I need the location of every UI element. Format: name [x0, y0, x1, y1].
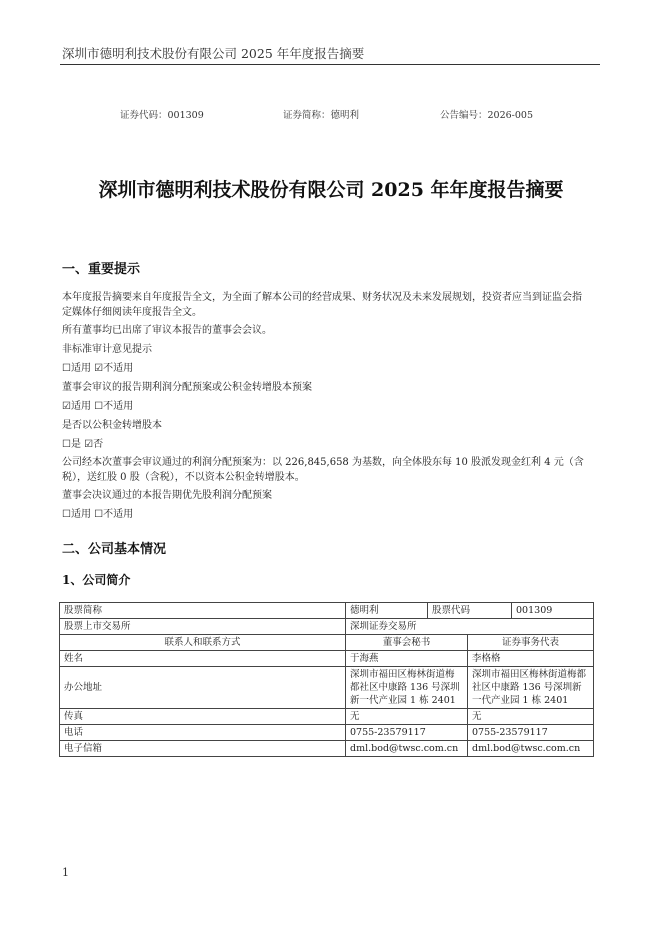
representative-phone: 0755-23579117 [468, 725, 594, 741]
intro-paragraph [62, 290, 596, 320]
preferred-dividend-options: ☐适用 ☐不适用 [62, 509, 134, 520]
preferred-dividend-label: 董事会决议通过的本报告期优先股利润分配预案 [62, 490, 272, 501]
exchange-label: 股票上市交易所 [60, 619, 346, 635]
running-header: 深圳市德明利技术股份有限公司 2025 年年度报告摘要 [62, 46, 365, 61]
representative-address: 深圳市福田区梅林街道梅都社区中康路 136 号深圳新一代产业园 1 栋 2401 [468, 667, 594, 709]
table-row [60, 741, 594, 757]
secretary-header: 董事会秘书 [346, 635, 468, 651]
document-title: 深圳市德明利技术股份有限公司 2025 年年度报告摘要 [98, 179, 564, 201]
intro-line-2: 定媒体仔细阅读年度报告全文。 [62, 307, 202, 318]
capital-reserve-options: ☐是 ☑否 [62, 439, 104, 450]
representative-fax: 无 [468, 709, 594, 725]
capital-reserve-label: 是否以公积金转增股本 [62, 420, 162, 431]
stock-abbr-label: 股票简称 [60, 603, 346, 619]
fax-label: 传真 [60, 709, 346, 725]
audit-opinion-label: 非标准审计意见提示 [62, 344, 152, 355]
profit-distribution-options: ☑适用 ☐不适用 [62, 401, 134, 412]
email-label: 电子信箱 [60, 741, 346, 757]
secretary-phone: 0755-23579117 [346, 725, 468, 741]
announcement-number: 公告编号：2026-005 [440, 110, 534, 121]
subsection-heading-company-profile: 1、公司简介 [62, 573, 131, 587]
secretary-name: 于海燕 [346, 651, 468, 667]
stock-abbreviation: 证券简称：德明利 [283, 110, 360, 121]
dividend-line-1: 公司经本次董事会审议通过的利润分配预案为：以 226,845,658 为基数，向全体股东每 10 股派发现金红利 4 元（含 [62, 457, 584, 468]
section-heading-company-info: 二、公司基本情况 [62, 542, 167, 557]
secretary-address: 深圳市福田区梅林街道梅都社区中康路 136 号深圳新一代产业园 1 栋 2401 [346, 667, 468, 709]
stock-abbr-value: 德明利 [346, 603, 428, 619]
stock-code: 证券代码：001309 [120, 110, 204, 121]
representative-header: 证券事务代表 [468, 635, 594, 651]
profit-distribution-label: 董事会审议的报告期利润分配预案或公积金转增股本预案 [62, 382, 312, 393]
table-row [60, 725, 594, 741]
name-label: 姓名 [60, 651, 346, 667]
audit-opinion-options: ☐适用 ☑不适用 [62, 363, 134, 374]
representative-email: dml.bod@twsc.com.cn [468, 741, 594, 757]
stock-code-label: 股票代码 [428, 603, 512, 619]
table-row [60, 619, 594, 635]
company-info-table [59, 602, 594, 757]
table-row [60, 635, 594, 651]
exchange-value: 深圳证券交易所 [346, 619, 594, 635]
table-row [60, 603, 594, 619]
stock-code-value: 001309 [512, 603, 594, 619]
section-heading-important-notice: 一、重要提示 [62, 262, 141, 277]
directors-attendance-text: 所有董事均已出席了审议本报告的董事会会议。 [62, 325, 272, 336]
address-label: 办公地址 [60, 667, 346, 709]
secretary-fax: 无 [346, 709, 468, 725]
secretary-email: dml.bod@twsc.com.cn [346, 741, 468, 757]
table-row [60, 667, 594, 709]
header-divider [60, 64, 600, 65]
page-number: 1 [62, 866, 69, 879]
dividend-plan-paragraph [62, 455, 596, 485]
table-row [60, 651, 594, 667]
contact-header: 联系人和联系方式 [60, 635, 346, 651]
representative-name: 李格格 [468, 651, 594, 667]
table-row [60, 709, 594, 725]
intro-line-1: 本年度报告摘要来自年度报告全文，为全面了解本公司的经营成果、财务状况及未来发展规划，投资者应当到证监会指 [62, 292, 582, 303]
dividend-line-2: 税），送红股 0 股（含税），不以资本公积金转增股本。 [62, 472, 305, 483]
phone-label: 电话 [60, 725, 346, 741]
